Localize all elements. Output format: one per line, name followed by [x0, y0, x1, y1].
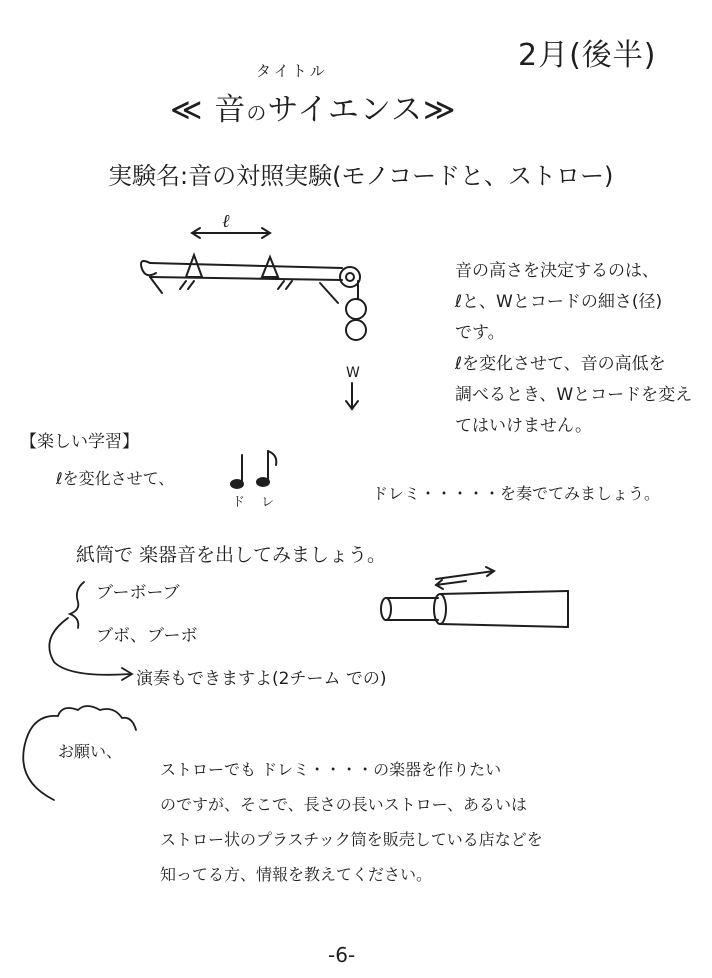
description-line: ℓを変化させて、音の高低を — [455, 354, 666, 374]
description-line: です。 — [455, 323, 505, 343]
weight-upper — [346, 299, 366, 319]
request-body — [160, 752, 543, 892]
music-notes-icon — [226, 445, 296, 495]
description-line: 調べるとき、Wとコードを変え — [455, 385, 693, 405]
request-line: 知ってる方、情報を教えてください。 — [160, 865, 433, 884]
request-line: ストロー状のプラスチック筒を販売している店などを — [160, 830, 543, 849]
paper-tube-drawing — [370, 565, 580, 635]
title-part-open: ≪ 音 — [170, 92, 247, 128]
request-line: のですが、そこで、長さの長いストロー、あるいは — [160, 795, 528, 814]
left-leg — [150, 277, 162, 293]
sound-pattern-1: ブーボーブ — [96, 583, 180, 603]
description-line: てはいけません。 — [455, 416, 593, 436]
performance-line: 演奏もできますよ(2チーム での) — [136, 669, 387, 689]
fun-learning-heading: 【楽しい学習】 — [20, 432, 139, 452]
doremi-under-label: ド レ — [232, 495, 281, 510]
description-line: 音の高さを決定するのは、 — [455, 261, 659, 281]
date-label: 2月(後半) — [518, 38, 657, 73]
description-line: ℓと、Wとコードの細さ(径) — [455, 292, 663, 312]
pitch-description — [455, 256, 692, 442]
weight-lower — [346, 320, 366, 340]
request-line: ストローでも ドレミ・・・・の楽器を作りたい — [160, 760, 502, 779]
request-label: お願い、 — [58, 742, 123, 761]
monochord-string — [150, 263, 342, 268]
sound-pattern-2: ブボ、ブーボ — [96, 626, 198, 646]
right-support — [320, 283, 338, 303]
experiment-name: 実験名:音の対照実験(モノコードと、ストロー) — [108, 162, 614, 190]
page-number: -6- — [328, 943, 356, 967]
weight-label: W — [346, 365, 360, 381]
fun-learning-line-start: ℓを変化させて、 — [56, 469, 175, 488]
title-particle: の — [246, 101, 268, 125]
page-title — [170, 84, 456, 129]
paper-tube-line: 紙筒で 楽器音を出してみましょう。 — [76, 544, 387, 566]
fun-learning-line-end: ドレミ・・・・・を奏でてみましょう。 — [372, 484, 661, 503]
length-label: ℓ — [222, 211, 230, 232]
bridge-left — [186, 255, 202, 277]
monochord-base — [150, 277, 342, 280]
title-ruby: タイトル — [256, 62, 328, 80]
monochord-diagram — [120, 205, 380, 415]
title-part-rest: サイエンス≫ — [267, 92, 457, 128]
